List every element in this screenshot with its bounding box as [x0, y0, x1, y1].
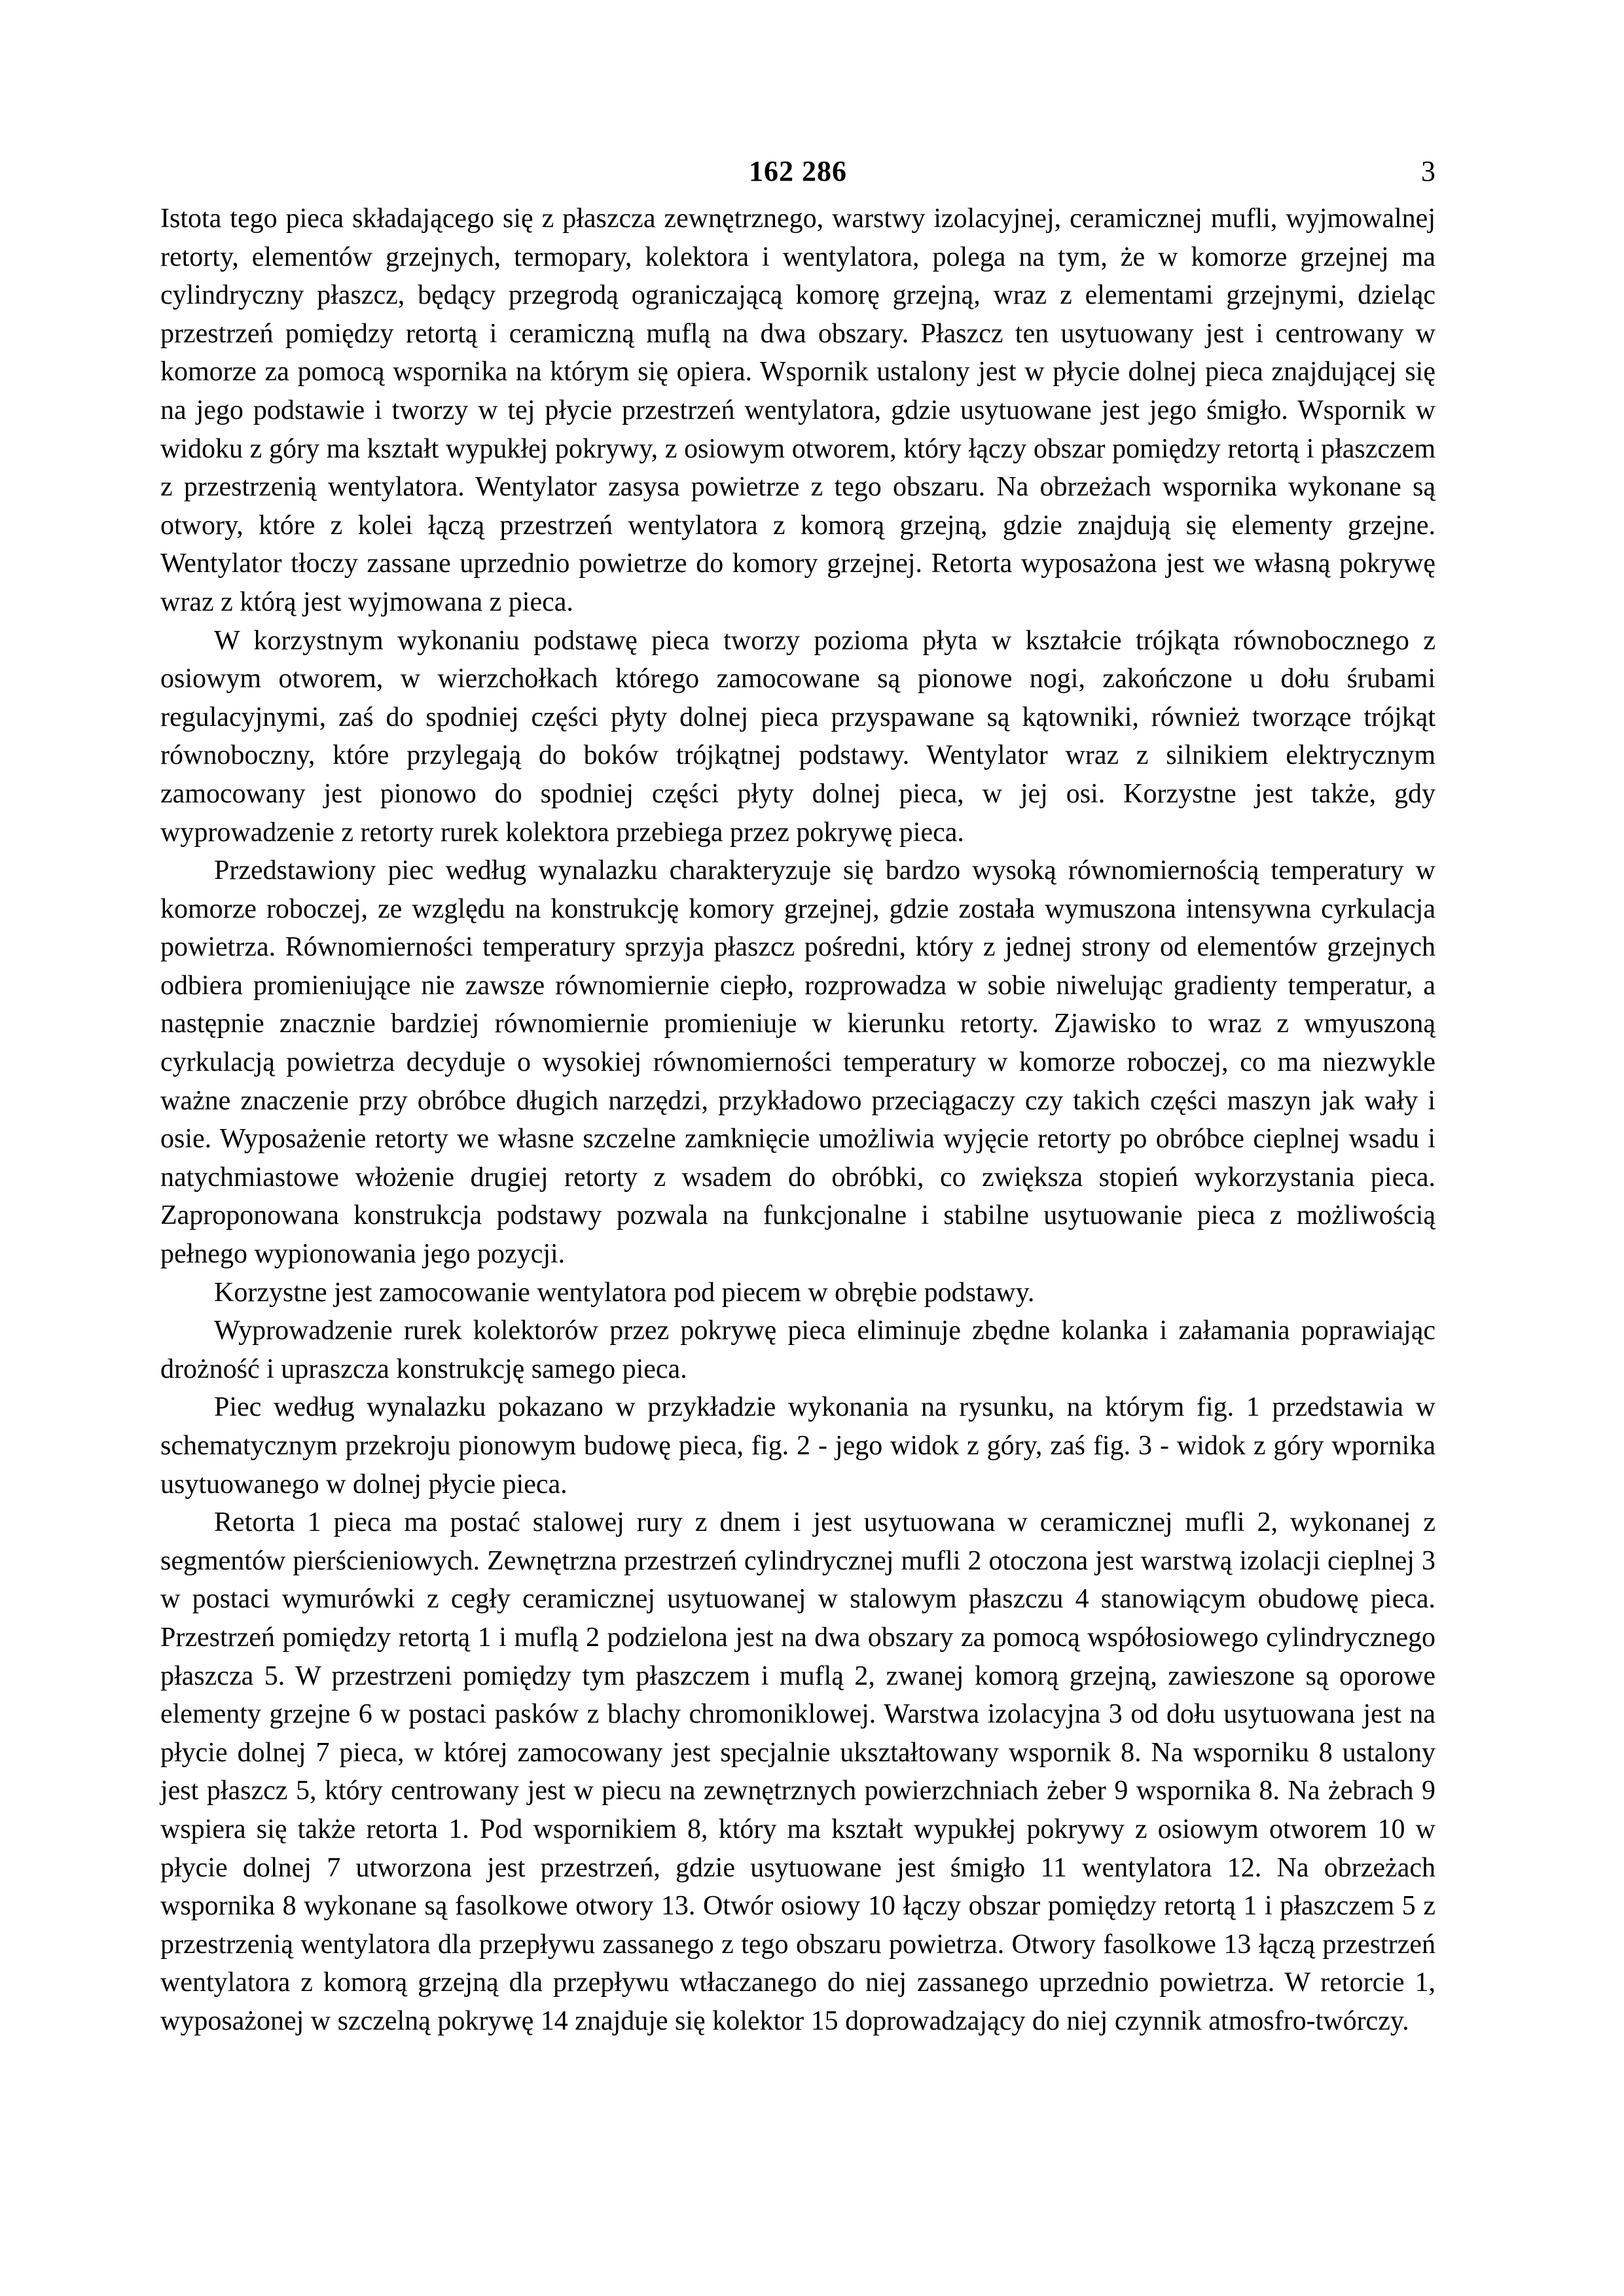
page-header: [160, 152, 1435, 191]
paragraph: Retorta 1 pieca ma postać stalowej rury z dnem i jest usytuowana w ceramicznej mufli 2, wykonanej z segmentów pierścieniowych. Zewnętrzna przestrzeń cylindrycznej mufli 2 otoczona jest warstwą izolacji cieplnej 3 w postaci wymurówki z cegły ceramicznej usytuowanej w stalowym płaszczu 4 stanowiącym obudowę pieca. Przestrzeń pomiędzy retortą 1 i muflą 2 podzielona jest na dwa obszary za pomocą współosiowego cylindrycznego płaszcza 5. W przestrzeni pomiędzy tym płaszczem i muflą 2, zwanej komorą grzejną, zawieszone są oporowe elementy grzejne 6 w postaci pasków z blachy chromoniklowej. Warstwa izolacyjna 3 od dołu usytuowana jest na płycie dolnej 7 pieca, w której zamocowany jest specjalnie ukształtowany wspornik 8. Na wsporniku 8 ustalony jest płaszcz 5, który centrowany jest w piecu na zewnętrznych powierzchniach żeber 9 wspornika 8. Na żebrach 9 wspiera się także retorta 1. Pod wspornikiem 8, który ma kształt wypukłej pokrywy z osiowym otworem 10 w płycie dolnej 7 utworzona jest przestrzeń, gdzie usytuowane jest śmigło 11 wentylatora 12. Na obrzeżach wspornika 8 wykonane są fasolkowe otwory 13. Otwór osiowy 10 łączy obszar pomiędzy retortą 1 i płaszczem 5 z przestrzenią wentylatora dla przepływu zassanego z tego obszaru powietrza. Otwory fasolkowe 13 łączą przestrzeń wentylatora z komorą grzejną dla przepływu wtłaczanego do niej zassanego uprzednio powietrza. W retorcie 1, wyposażonej w szczelną pokrywę 14 znajduje się kolektor 15 doprowadzający do niej czynnik atmosfro-twórczy.: [160, 1507, 1435, 2036]
page-number: 3: [1421, 155, 1435, 187]
paragraph: W korzystnym wykonaniu podstawę pieca tworzy pozioma płyta w kształcie trójkąta równobocznego z osiowym otworem, w wierzchołkach którego zamocowane są pionowe nogi, zakończone u dołu śrubami regulacyjnymi, zaś do spodniej części płyty dolnej pieca przyspawane są kątowniki, również tworzące trójkąt równoboczny, które przylegają do boków trójkątnej podstawy. Wentylator wraz z silnikiem elektrycznym zamocowany jest pionowo do spodniej części płyty dolnej pieca, w jej osi. Korzystne jest także, gdy wyprowadzenie z retorty rurek kolektora przebiega przez pokrywę pieca.: [160, 625, 1435, 848]
patent-number: 162 286: [749, 155, 847, 187]
paragraph: Korzystne jest zamocowanie wentylatora pod piecem w obrębie podstawy.: [214, 1277, 1035, 1308]
paragraph: Istota tego pieca składającego się z płaszcza zewnętrznego, warstwy izolacyjnej, ceramicznej mufli, wyjmowalnej retorty, elementów grzejnych, termopary, kolektora i wentylatora, polega na tym, że w komorze grzejnej ma cylindryczny płaszcz, będący przegrodą ograniczającą komorę grzejną, wraz z elementami grzejnymi, dzieląc przestrzeń pomiędzy retortą i ceramiczną muflą na dwa obszary. Płaszcz ten usytuowany jest i centrowany w komorze za pomocą wspornika na którym się opiera. Wspornik ustalony jest w płycie dolnej pieca znajdującej się na jego podstawie i tworzy w tej płycie przestrzeń wentylatora, gdzie usytuowane jest jego śmigło. Wspornik w widoku z góry ma kształt wypukłej pokrywy, z osiowym otworem, który łączy obszar pomiędzy retortą i płaszczem z przestrzenią wentylatora. Wentylator zasysa powietrze z tego obszaru. Na obrzeżach wspornika wykonane są otwory, które z kolei łączą przestrzeń wentylatora z komorą grzejną, gdzie znajdują się elementy grzejne. Wentylator tłoczy zassane uprzednio powietrze do komory grzejnej. Retorta wyposażona jest we własną pokrywę wraz z którą jest wyjmowana z pieca.: [160, 204, 1435, 617]
paragraph: Przedstawiony piec według wynalazku charakteryzuje się bardzo wysoką równomiernością temperatury w komorze roboczej, ze względu na konstrukcję komory grzejnej, gdzie została wymuszona intensywna cyrkulacja powietrza. Równomierności temperatury sprzyja płaszcz pośredni, który z jednej strony od elementów grzejnych odbiera promieniujące nie zawsze równomiernie ciepło, rozprowadza w sobie niwelując gradienty temperatur, a następnie znacznie bardziej równomiernie promieniuje w kierunku retorty. Zjawisko to wraz z wmyuszoną cyrkulacją powietrza decyduje o wysokiej równomierności temperatury w komorze roboczej, co ma niezwykle ważne znaczenie przy obróbce długich narzędzi, przykładowo przeciągaczy czy takich części maszyn jak wały i osie. Wyposażenie retorty we własne szczelne zamknięcie umożliwia wyjęcie retorty po obróbce cieplnej wsadu i natychmiastowe włożenie drugiej retorty z wsadem do obróbki, co zwiększa stopień wykorzystania pieca. Zaproponowana konstrukcja podstawy pozwala na funkcjonalne i stabilne usytuowanie pieca z możliwością pełnego wypionowania jego pozycji.: [160, 855, 1435, 1270]
paragraph: Piec według wynalazku pokazano w przykładzie wykonania na rysunku, na którym fig. 1 przedstawia w schematycznym przekroju pionowym budowę pieca, fig. 2 - jego widok z góry, zaś fig. 3 - widok z góry wpornika usytuowanego w dolnej płycie pieca.: [160, 1392, 1435, 1499]
body-text: [160, 200, 1435, 2163]
paragraph: Wyprowadzenie rurek kolektorów przez pokrywę pieca eliminuje zbędne kolanka i załamania poprawiając drożność i upraszcza konstrukcję samego pieca.: [160, 1316, 1435, 1384]
